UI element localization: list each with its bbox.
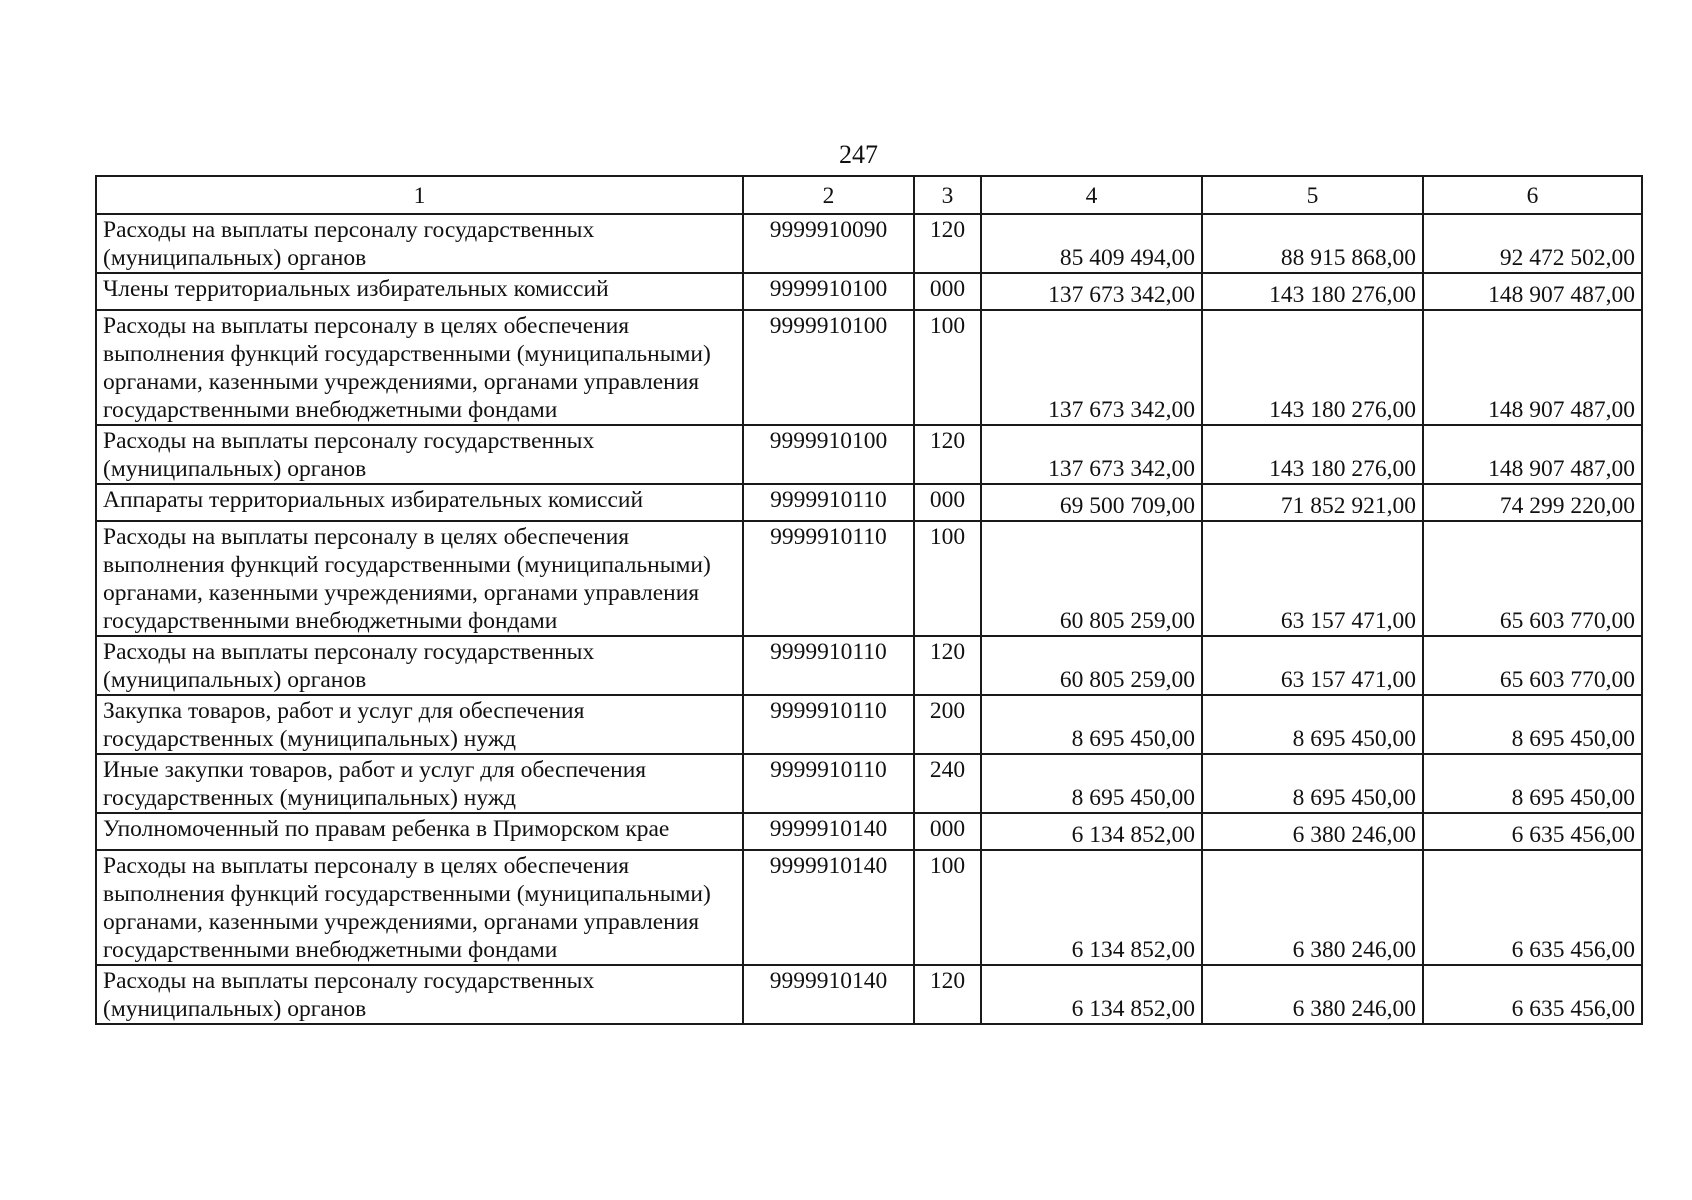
row-amount-5: 71 852 921,00 — [1202, 484, 1423, 521]
row-amount-5: 88 915 868,00 — [1202, 214, 1423, 273]
row-type: 120 — [914, 965, 981, 1024]
row-code: 9999910100 — [743, 425, 914, 484]
table-row — [96, 310, 1642, 425]
row-name: Расходы на выплаты персоналу в целях обеспечения выполнения функций государственными (муниципальными) органами, казенными учреждениями, органами управления государственными внебюджетными фондами — [96, 310, 743, 425]
column-header: 3 — [914, 176, 981, 214]
row-name: Уполномоченный по правам ребенка в Приморском крае — [96, 813, 743, 850]
row-amount-6: 8 695 450,00 — [1423, 695, 1642, 754]
row-amount-4: 69 500 709,00 — [981, 484, 1202, 521]
row-amount-6: 148 907 487,00 — [1423, 273, 1642, 310]
row-amount-5: 63 157 471,00 — [1202, 521, 1423, 636]
header-row — [96, 176, 1642, 214]
row-amount-5: 6 380 246,00 — [1202, 813, 1423, 850]
row-amount-6: 8 695 450,00 — [1423, 754, 1642, 813]
table-row — [96, 273, 1642, 310]
column-header: 2 — [743, 176, 914, 214]
row-code: 9999910110 — [743, 521, 914, 636]
page-number: 247 — [839, 140, 878, 169]
row-type: 100 — [914, 521, 981, 636]
row-code: 9999910090 — [743, 214, 914, 273]
row-type: 100 — [914, 310, 981, 425]
row-amount-4: 60 805 259,00 — [981, 636, 1202, 695]
row-code: 9999910100 — [743, 273, 914, 310]
row-amount-5: 143 180 276,00 — [1202, 310, 1423, 425]
row-type: 000 — [914, 273, 981, 310]
row-name: Расходы на выплаты персоналу государственных (муниципальных) органов — [96, 214, 743, 273]
row-code: 9999910110 — [743, 695, 914, 754]
row-type: 120 — [914, 425, 981, 484]
row-amount-4: 85 409 494,00 — [981, 214, 1202, 273]
table-row — [96, 521, 1642, 636]
row-name: Расходы на выплаты персоналу государственных (муниципальных) органов — [96, 425, 743, 484]
row-code: 9999910140 — [743, 965, 914, 1024]
table-row — [96, 636, 1642, 695]
row-amount-6: 148 907 487,00 — [1423, 310, 1642, 425]
row-name: Иные закупки товаров, работ и услуг для обеспечения государственных (муниципальных) нужд — [96, 754, 743, 813]
row-amount-5: 8 695 450,00 — [1202, 754, 1423, 813]
row-type: 100 — [914, 850, 981, 965]
row-amount-4: 6 134 852,00 — [981, 850, 1202, 965]
row-amount-5: 143 180 276,00 — [1202, 273, 1423, 310]
row-amount-6: 6 635 456,00 — [1423, 813, 1642, 850]
row-amount-6: 6 635 456,00 — [1423, 850, 1642, 965]
row-amount-6: 74 299 220,00 — [1423, 484, 1642, 521]
row-type: 240 — [914, 754, 981, 813]
row-name: Члены территориальных избирательных комиссий — [96, 273, 743, 310]
row-amount-4: 8 695 450,00 — [981, 754, 1202, 813]
row-code: 9999910100 — [743, 310, 914, 425]
row-amount-4: 60 805 259,00 — [981, 521, 1202, 636]
row-type: 000 — [914, 813, 981, 850]
row-code: 9999910110 — [743, 754, 914, 813]
table-row — [96, 425, 1642, 484]
table-row — [96, 695, 1642, 754]
column-header: 4 — [981, 176, 1202, 214]
row-amount-4: 6 134 852,00 — [981, 813, 1202, 850]
row-name: Расходы на выплаты персоналу государственных (муниципальных) органов — [96, 965, 743, 1024]
row-amount-5: 143 180 276,00 — [1202, 425, 1423, 484]
row-type: 120 — [914, 636, 981, 695]
row-type: 120 — [914, 214, 981, 273]
column-header: 1 — [96, 176, 743, 214]
row-code: 9999910110 — [743, 484, 914, 521]
row-amount-4: 137 673 342,00 — [981, 273, 1202, 310]
row-amount-5: 6 380 246,00 — [1202, 850, 1423, 965]
row-type: 200 — [914, 695, 981, 754]
row-amount-4: 137 673 342,00 — [981, 425, 1202, 484]
row-amount-6: 92 472 502,00 — [1423, 214, 1642, 273]
table-row — [96, 813, 1642, 850]
row-name: Расходы на выплаты персоналу в целях обеспечения выполнения функций государственными (муниципальными) органами, казенными учреждениями, органами управления государственными внебюджетными фондами — [96, 521, 743, 636]
row-type: 000 — [914, 484, 981, 521]
column-header: 5 — [1202, 176, 1423, 214]
row-amount-6: 148 907 487,00 — [1423, 425, 1642, 484]
table-row — [96, 754, 1642, 813]
table-row — [96, 965, 1642, 1024]
row-name: Аппараты территориальных избирательных комиссий — [96, 484, 743, 521]
row-code: 9999910110 — [743, 636, 914, 695]
row-name: Закупка товаров, работ и услуг для обеспечения государственных (муниципальных) нужд — [96, 695, 743, 754]
column-header: 6 — [1423, 176, 1642, 214]
row-amount-6: 6 635 456,00 — [1423, 965, 1642, 1024]
row-amount-5: 8 695 450,00 — [1202, 695, 1423, 754]
table-row — [96, 484, 1642, 521]
row-amount-6: 65 603 770,00 — [1423, 636, 1642, 695]
row-name: Расходы на выплаты персоналу государственных (муниципальных) органов — [96, 636, 743, 695]
row-code: 9999910140 — [743, 813, 914, 850]
table-row — [96, 214, 1642, 273]
budget-table — [95, 175, 1643, 1025]
row-amount-4: 6 134 852,00 — [981, 965, 1202, 1024]
row-code: 9999910140 — [743, 850, 914, 965]
row-amount-4: 8 695 450,00 — [981, 695, 1202, 754]
row-amount-6: 65 603 770,00 — [1423, 521, 1642, 636]
row-amount-5: 6 380 246,00 — [1202, 965, 1423, 1024]
row-name: Расходы на выплаты персоналу в целях обеспечения выполнения функций государственными (муниципальными) органами, казенными учреждениями, органами управления государственными внебюджетными фондами — [96, 850, 743, 965]
row-amount-4: 137 673 342,00 — [981, 310, 1202, 425]
table-row — [96, 850, 1642, 965]
row-amount-5: 63 157 471,00 — [1202, 636, 1423, 695]
